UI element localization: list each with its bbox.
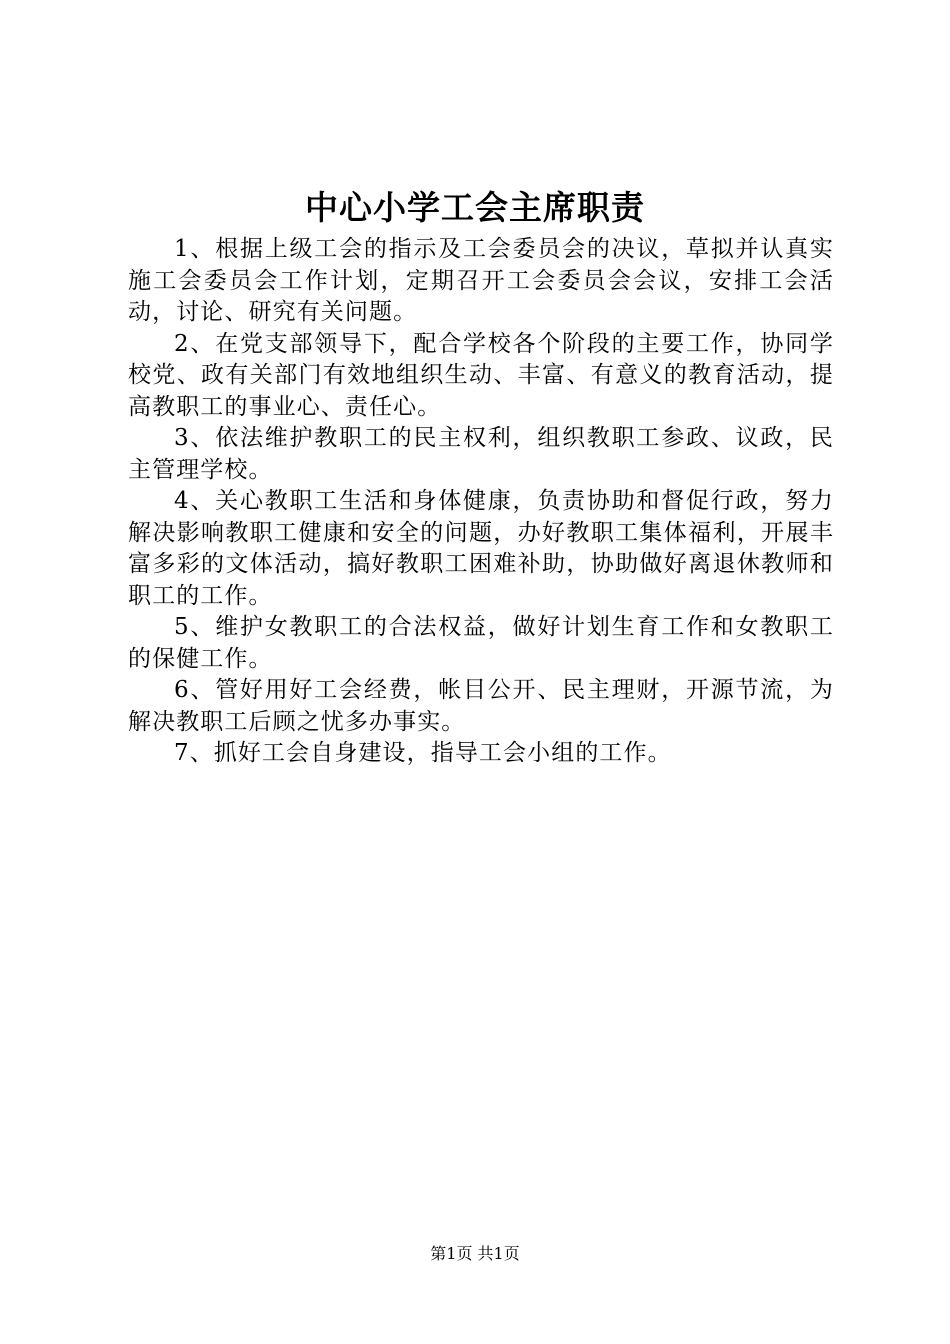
document-title: 中心小学工会主席职责	[305, 188, 645, 227]
duty-item-6: 6、管好用好工会经费，帐目公开、民主理财，开源节流，为解决教职工后顾之忧多办事实。	[128, 677, 834, 735]
duty-item-1: 1、根据上级工会的指示及工会委员会的决议，草拟并认真实施工会委员会工作计划，定期召开工会委员会会议，安排工会活动，讨论、研究有关问题。	[128, 236, 834, 325]
duty-item-3: 3、依法维护教职工的民主权利，组织教职工参政、议政，民主管理学校。	[128, 425, 834, 483]
duty-item-2: 2、在党支部领导下，配合学校各个阶段的主要工作，协同学校党、政有关部门有效地组织生动、丰富、有意义的教育活动，提高教职工的事业心、责任心。	[128, 330, 834, 420]
document-body	[128, 234, 834, 770]
duty-item-7: 7、抓好工会自身建设，指导工会小组的工作。	[174, 740, 672, 766]
duty-item-5: 5、维护女教职工的合法权益，做好计划生育工作和女教职工的保健工作。	[128, 614, 834, 672]
duty-item-4: 4、关心教职工生活和身体健康，负责协助和督促行政，努力解决影响教职工健康和安全的问题，办好教职工集体福利，开展丰富多彩的文体活动，搞好教职工困难补助，协助做好离退休教师和职工的工作。	[128, 488, 834, 609]
page-number-footer: 第1页 共1页	[430, 1244, 520, 1263]
